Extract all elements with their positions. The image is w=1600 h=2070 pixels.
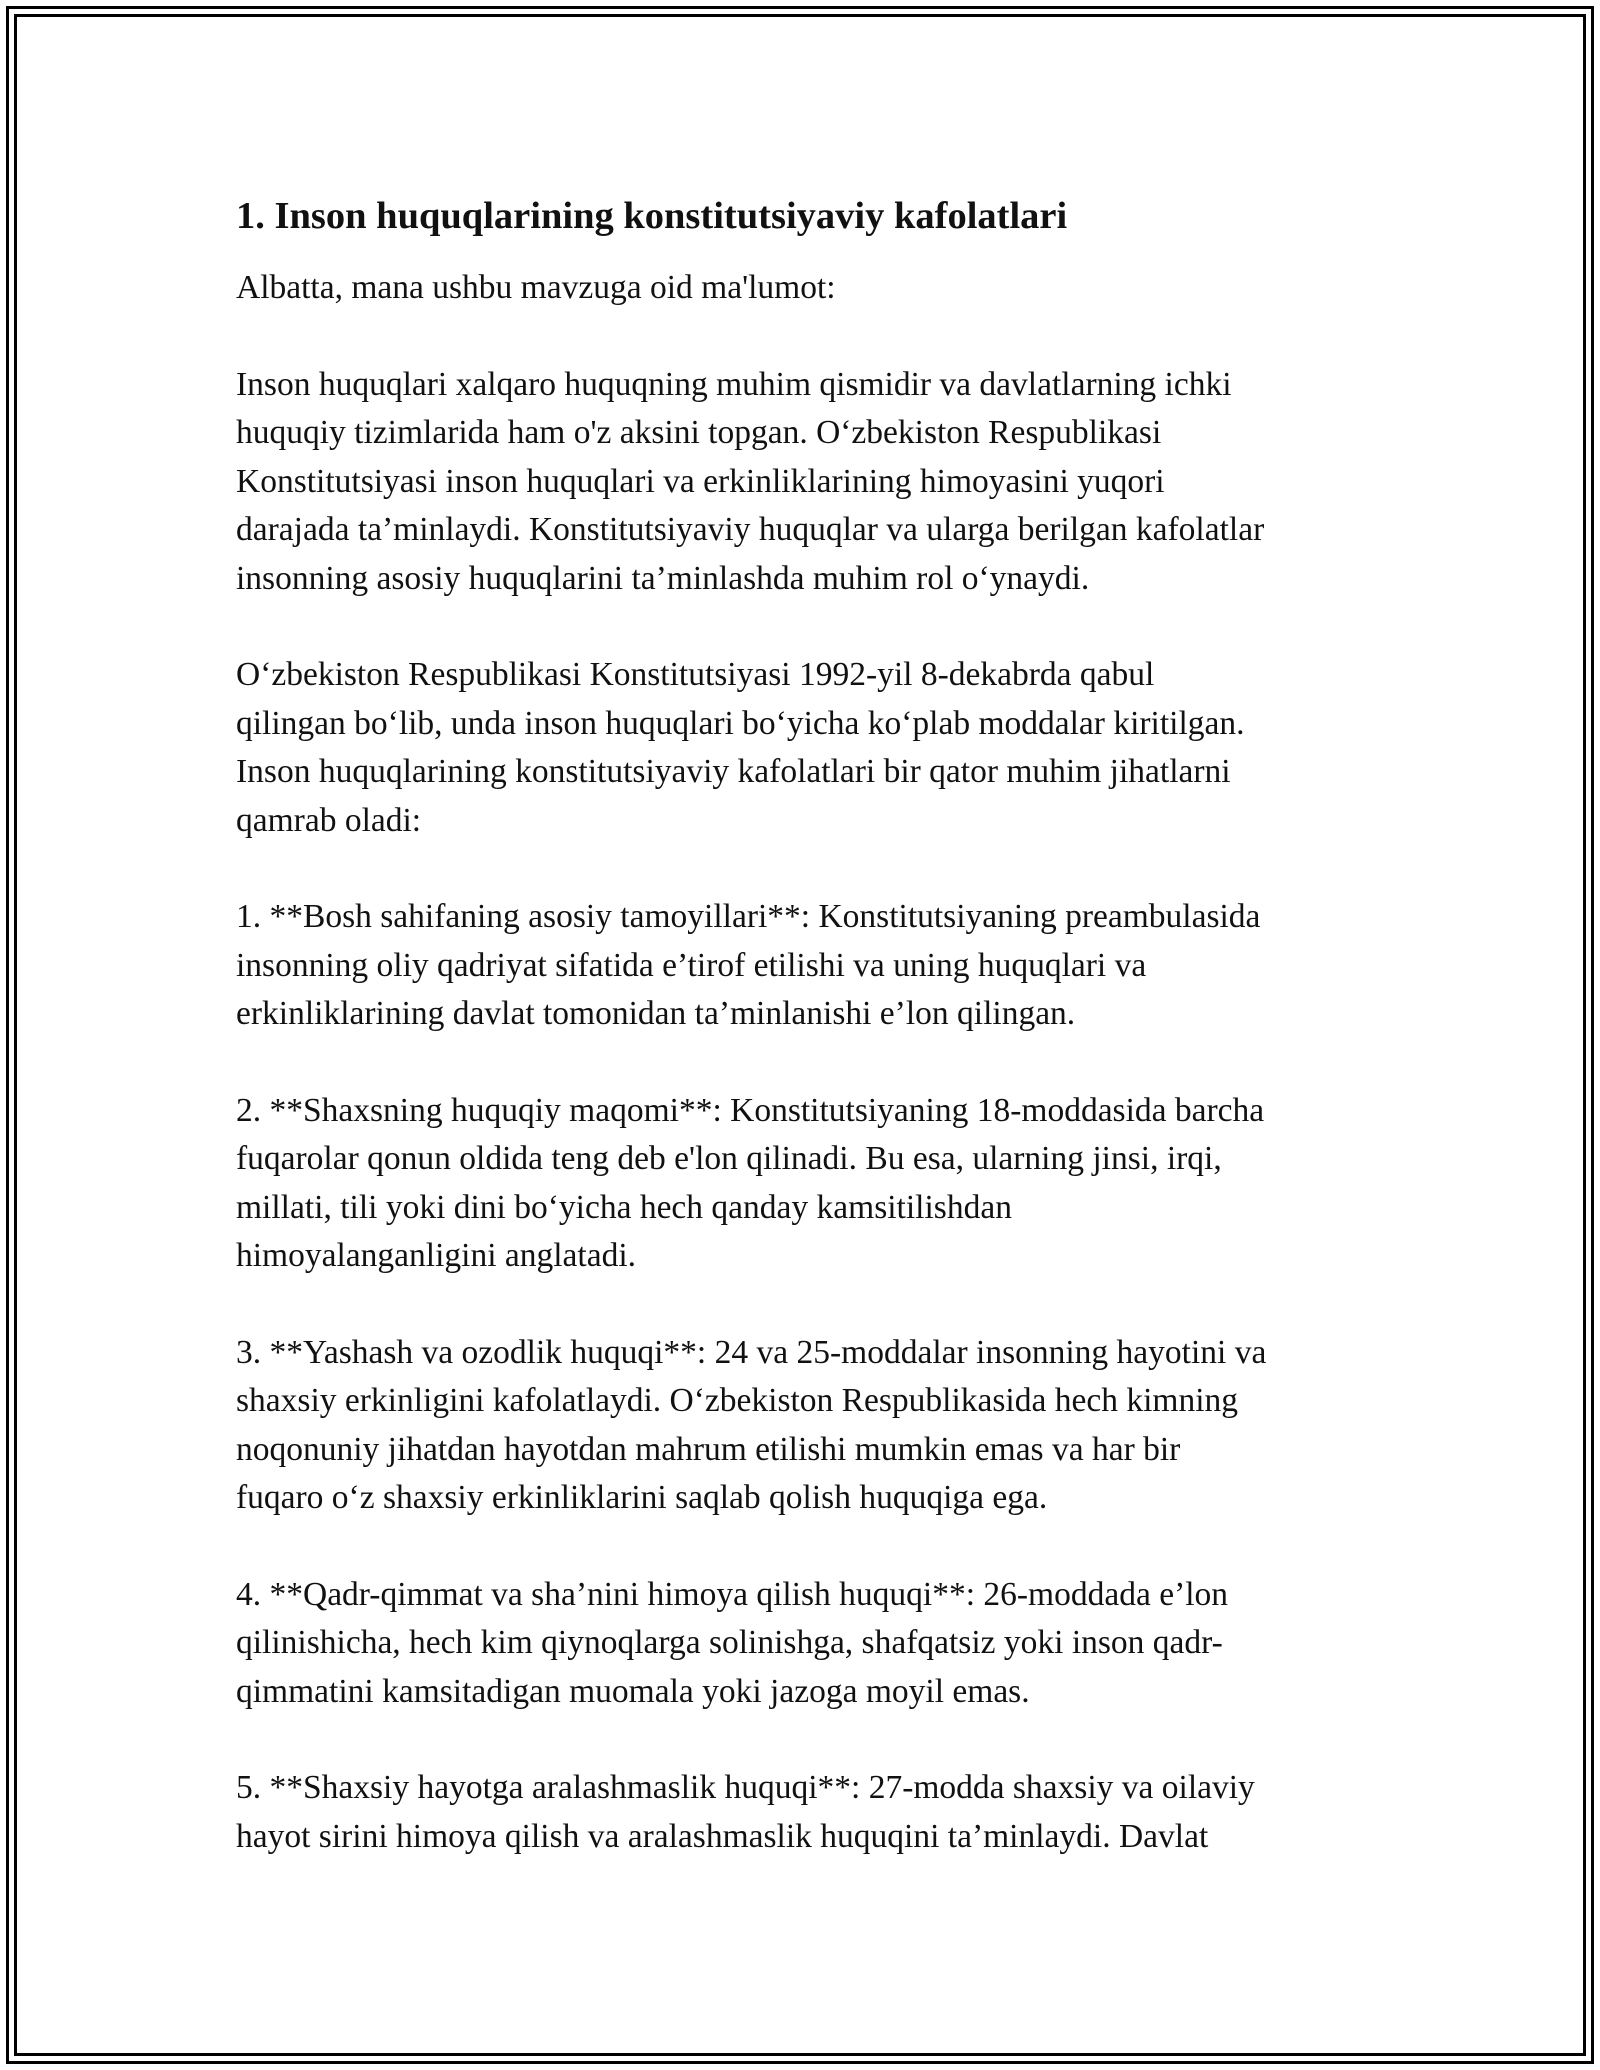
intro-paragraph: Albatta, mana ushbu mavzuga oid ma'lumot:	[236, 269, 836, 306]
body-paragraph-constitution: O‘zbekiston Respublikasi Konstitutsiyasi 1992-yil 8-dekabrda qabul qilingan bo‘lib, unda inson huquqlari bo‘yicha ko‘plab moddalar kiritilgan. Inson huquqlarining konstitutsiyaviy kafolatlari bir qator muhim jihatlarni qamrab oladi:	[236, 656, 1245, 839]
list-item-1: 1. **Bosh sahifaning asosiy tamoyillari**: Konstitutsiyaning preambulasida insonning oliy qadriyat sifatida e’tirof etilishi va uning huquqlari va erkinliklarining davlat tomonidan ta’minlanishi e’lon qilingan.	[236, 898, 1261, 1032]
document-heading: 1. Inson huquqlarining konstitutsiyaviy kafolatlari	[236, 195, 1068, 237]
list-item-3: 3. **Yashash va ozodlik huquqi**: 24 va 25-moddalar insonning hayotini va shaxsiy erkinligini kafolatlaydi. O‘zbekiston Respublikasida hech kimning noqonuniy jihatdan hayotdan mahrum etilishi mumkin emas va har bir fuqaro o‘z shaxsiy erkinliklarini saqlab qolish huquqiga ega.	[236, 1333, 1267, 1516]
document-page	[236, 188, 1376, 1909]
list-item-5: 5. **Shaxsiy hayotga aralashmaslik huquqi**: 27-modda shaxsiy va oilaviy hayot sirini himoya qilish va aralashmaslik huquqini ta’minlaydi. Davlat	[236, 1769, 1255, 1855]
body-paragraph-human-rights: Inson huquqlari xalqaro huquqning muhim qismidir va davlatlarning ichki huquqiy tizimlarida ham o'z aksini topgan. O‘zbekiston Respublikasi Konstitutsiyasi inson huquqlari va erkinliklarining himoyasini yuqori darajada ta’minlaydi. Konstitutsiyaviy huquqlar va ularga berilgan kafolatlar insonning asosiy huquqlarini ta’minlashda muhim rol o‘ynaydi.	[236, 365, 1265, 597]
list-item-2: 2. **Shaxsning huquqiy maqomi**: Konstitutsiyaning 18-moddasida barcha fuqarolar qonun oldida teng deb e'lon qilinadi. Bu esa, ularning jinsi, irqi, millati, tili yoki dini bo‘yicha hech qanday kamsitilishdan himoyalanganligini anglatadi.	[236, 1091, 1265, 1274]
list-item-4: 4. **Qadr-qimmat va sha’nini himoya qilish huquqi**: 26-moddada e’lon qilinishicha, hech kim qiynoqlarga solinishga, shafqatsiz yoki inson qadr- qimmatini kamsitadigan muomala yoki jazoga moyil emas.	[236, 1575, 1229, 1710]
